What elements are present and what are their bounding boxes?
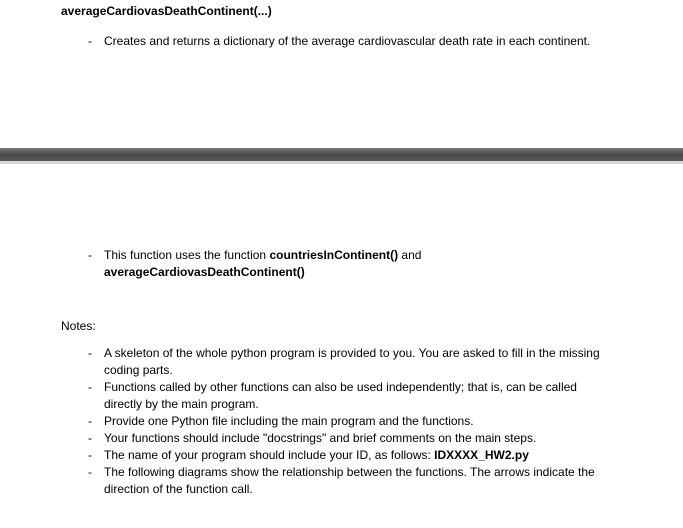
note-dash: - [88,465,92,479]
note-item-line: directly by the main program. [104,397,259,411]
note-text: The name of your program should include your ID, as follows: [104,448,435,462]
note-dash: - [88,431,92,445]
bullet-dash: - [88,34,92,48]
function-name: countriesInContinent() [269,248,399,262]
page-divider-shadow [0,161,683,164]
note-item-line: The following diagrams show the relationship between the functions. The arrows indicate the [104,465,595,479]
note-item-line [104,447,529,464]
usage-text: This function uses the function [104,248,270,262]
note-item-line: Functions called by other functions can also be used independently; that is, can be called [104,380,577,394]
bullet-dash: - [88,248,92,262]
program-filename: IDXXXX_HW2.py [434,448,529,462]
bullet-text: Creates and returns a dictionary of the average cardiovascular death rate in each continent. [104,34,591,48]
function-usage-line-1 [104,247,421,264]
note-item-line: coding parts. [104,363,173,377]
note-dash: - [88,448,92,462]
function-heading: averageCardiovasDeathContinent(...) [61,4,272,18]
note-item-line: Your functions should include "docstrings" and brief comments on the main steps. [104,431,537,445]
note-dash: - [88,346,92,360]
notes-label: Notes: [61,319,96,333]
usage-text: and [398,248,422,262]
note-item-line: direction of the function call. [104,482,253,496]
function-usage-line-2 [104,264,305,281]
function-name: averageCardiovasDeathContinent() [104,265,305,279]
note-item-line: Provide one Python file including the main program and the functions. [104,414,474,428]
note-item-line: A skeleton of the whole python program is provided to you. You are asked to fill in the missing [104,346,600,360]
page-divider [0,148,683,161]
note-dash: - [88,414,92,428]
note-dash: - [88,380,92,394]
